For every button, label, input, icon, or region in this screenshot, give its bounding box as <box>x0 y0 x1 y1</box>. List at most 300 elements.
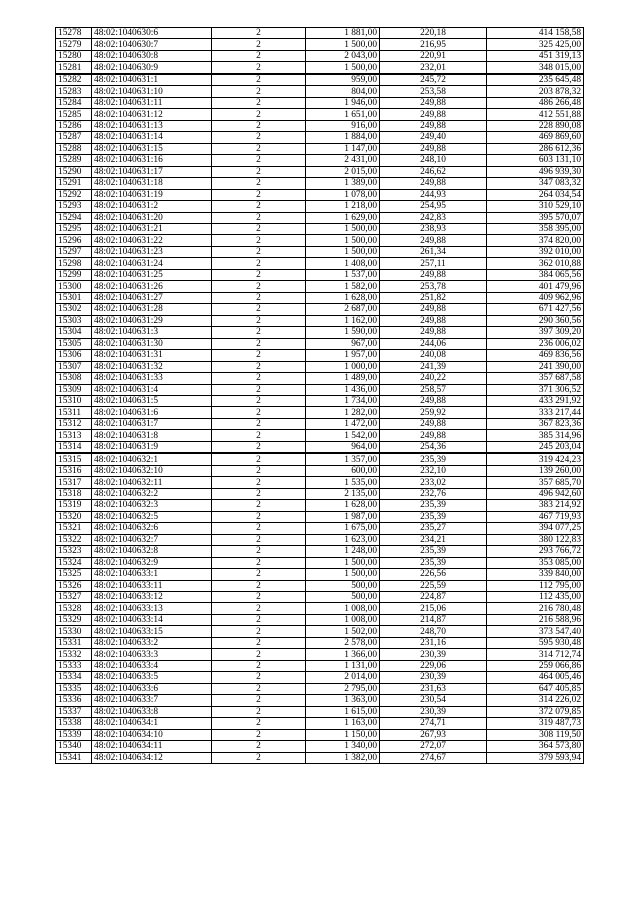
group-cell: 2 <box>212 672 306 683</box>
row-number-cell: 15295 <box>56 223 92 234</box>
value-cell: 401 479,96 <box>487 281 584 292</box>
value-cell: 384 065,56 <box>487 269 584 280</box>
table-row <box>56 361 584 372</box>
cadastral-number-cell: 48:02:1040632:8 <box>92 546 212 557</box>
value-cell: 469 836,56 <box>487 350 584 361</box>
table-row <box>56 235 584 246</box>
row-number-cell: 15324 <box>56 557 92 568</box>
table-row <box>56 246 584 257</box>
cadastral-number-cell: 48:02:1040631:31 <box>92 350 212 361</box>
area-cell: 2 135,00 <box>306 488 380 499</box>
area-cell: 1 389,00 <box>306 178 380 189</box>
cadastral-number-cell: 48:02:1040632:10 <box>92 465 212 476</box>
rate-cell: 215,06 <box>380 603 487 614</box>
value-cell: 203 878,32 <box>487 86 584 97</box>
group-cell: 2 <box>212 384 306 395</box>
rate-cell: 214,87 <box>380 614 487 625</box>
table-row <box>56 534 584 545</box>
row-number-cell: 15288 <box>56 143 92 154</box>
area-cell: 1 218,00 <box>306 201 380 212</box>
table-row <box>56 281 584 292</box>
group-cell: 2 <box>212 546 306 557</box>
area-cell: 1 472,00 <box>306 418 380 429</box>
group-cell: 2 <box>212 752 306 763</box>
area-cell: 1 282,00 <box>306 407 380 418</box>
cadastral-number-cell: 48:02:1040631:21 <box>92 223 212 234</box>
cadastral-number-cell: 48:02:1040632:2 <box>92 488 212 499</box>
cadastral-number-cell: 48:02:1040633:11 <box>92 580 212 591</box>
row-number-cell: 15326 <box>56 580 92 591</box>
value-cell: 469 869,60 <box>487 132 584 143</box>
rate-cell: 261,34 <box>380 246 487 257</box>
cadastral-number-cell: 48:02:1040631:1 <box>92 74 212 86</box>
table-row <box>56 155 584 166</box>
table-row <box>56 683 584 694</box>
rate-cell: 230,39 <box>380 706 487 717</box>
cadastral-number-cell: 48:02:1040631:27 <box>92 292 212 303</box>
rate-cell: 249,88 <box>380 418 487 429</box>
table-row <box>56 477 584 488</box>
table-row <box>56 580 584 591</box>
row-number-cell: 15318 <box>56 488 92 499</box>
group-cell: 2 <box>212 649 306 660</box>
cadastral-number-cell: 48:02:1040631:23 <box>92 246 212 257</box>
area-cell: 1 363,00 <box>306 695 380 706</box>
area-cell: 2 014,00 <box>306 672 380 683</box>
row-number-cell: 15283 <box>56 86 92 97</box>
value-cell: 293 766,72 <box>487 546 584 557</box>
value-cell: 319 424,23 <box>487 453 584 465</box>
cadastral-number-cell: 48:02:1040633:8 <box>92 706 212 717</box>
area-cell: 1 542,00 <box>306 430 380 441</box>
group-cell: 2 <box>212 741 306 752</box>
area-cell: 967,00 <box>306 338 380 349</box>
cadastral-number-cell: 48:02:1040633:13 <box>92 603 212 614</box>
row-number-cell: 15327 <box>56 591 92 602</box>
table-row <box>56 488 584 499</box>
value-cell: 496 942,60 <box>487 488 584 499</box>
cadastral-number-cell: 48:02:1040631:20 <box>92 212 212 223</box>
group-cell: 2 <box>212 591 306 602</box>
rate-cell: 224,87 <box>380 591 487 602</box>
value-cell: 367 823,36 <box>487 418 584 429</box>
group-cell: 2 <box>212 523 306 534</box>
rate-cell: 274,67 <box>380 752 487 763</box>
cadastral-number-cell: 48:02:1040631:7 <box>92 418 212 429</box>
rate-cell: 232,76 <box>380 488 487 499</box>
table-row <box>56 718 584 729</box>
group-cell: 2 <box>212 569 306 580</box>
group-cell: 2 <box>212 269 306 280</box>
group-cell: 2 <box>212 155 306 166</box>
area-cell: 1 582,00 <box>306 281 380 292</box>
rate-cell: 244,93 <box>380 189 487 200</box>
cadastral-number-cell: 48:02:1040633:4 <box>92 660 212 671</box>
rate-cell: 225,59 <box>380 580 487 591</box>
group-cell: 2 <box>212 465 306 476</box>
group-cell: 2 <box>212 488 306 499</box>
row-number-cell: 15315 <box>56 453 92 465</box>
area-cell: 1 946,00 <box>306 97 380 108</box>
table-row <box>56 465 584 476</box>
table-row <box>56 407 584 418</box>
area-cell: 1 500,00 <box>306 62 380 74</box>
table-row <box>56 74 584 86</box>
rate-cell: 248,10 <box>380 155 487 166</box>
area-cell: 1 734,00 <box>306 396 380 407</box>
cadastral-number-cell: 48:02:1040631:22 <box>92 235 212 246</box>
row-number-cell: 15321 <box>56 523 92 534</box>
row-number-cell: 15292 <box>56 189 92 200</box>
rate-cell: 258,57 <box>380 384 487 395</box>
row-number-cell: 15316 <box>56 465 92 476</box>
rate-cell: 230,39 <box>380 649 487 660</box>
rate-cell: 231,16 <box>380 637 487 648</box>
group-cell: 2 <box>212 511 306 522</box>
rate-cell: 235,39 <box>380 546 487 557</box>
value-cell: 358 395,00 <box>487 223 584 234</box>
cadastral-number-cell: 48:02:1040631:28 <box>92 304 212 315</box>
row-number-cell: 15286 <box>56 120 92 131</box>
cadastral-number-cell: 48:02:1040631:5 <box>92 396 212 407</box>
table-row <box>56 50 584 61</box>
area-cell: 1 366,00 <box>306 649 380 660</box>
row-number-cell: 15281 <box>56 62 92 74</box>
row-number-cell: 15303 <box>56 315 92 326</box>
value-cell: 235 645,48 <box>487 74 584 86</box>
rate-cell: 249,88 <box>380 269 487 280</box>
cadastral-number-cell: 48:02:1040630:9 <box>92 62 212 74</box>
value-cell: 595 930,48 <box>487 637 584 648</box>
value-cell: 319 487,73 <box>487 718 584 729</box>
group-cell: 2 <box>212 500 306 511</box>
table-row <box>56 373 584 384</box>
value-cell: 383 214,92 <box>487 500 584 511</box>
table-row <box>56 614 584 625</box>
area-cell: 1 500,00 <box>306 569 380 580</box>
area-cell: 1 500,00 <box>306 235 380 246</box>
value-cell: 385 314,96 <box>487 430 584 441</box>
rate-cell: 242,83 <box>380 212 487 223</box>
group-cell: 2 <box>212 706 306 717</box>
group-cell: 2 <box>212 28 306 39</box>
table-row <box>56 304 584 315</box>
cadastral-number-cell: 48:02:1040633:6 <box>92 683 212 694</box>
row-number-cell: 15300 <box>56 281 92 292</box>
rate-cell: 232,10 <box>380 465 487 476</box>
table-row <box>56 350 584 361</box>
table-row <box>56 62 584 74</box>
table-row <box>56 418 584 429</box>
cadastral-number-cell: 48:02:1040631:3 <box>92 327 212 338</box>
value-cell: 371 306,52 <box>487 384 584 395</box>
table-row <box>56 166 584 177</box>
row-number-cell: 15304 <box>56 327 92 338</box>
cadastral-number-cell: 48:02:1040633:15 <box>92 626 212 637</box>
area-cell: 916,00 <box>306 120 380 131</box>
group-cell: 2 <box>212 327 306 338</box>
rate-cell: 257,11 <box>380 258 487 269</box>
rate-cell: 241,39 <box>380 361 487 372</box>
table-row <box>56 338 584 349</box>
rate-cell: 231,63 <box>380 683 487 694</box>
value-cell: 392 010,00 <box>487 246 584 257</box>
group-cell: 2 <box>212 235 306 246</box>
area-cell: 1 535,00 <box>306 477 380 488</box>
table-row <box>56 189 584 200</box>
row-number-cell: 15312 <box>56 418 92 429</box>
area-cell: 1 500,00 <box>306 39 380 50</box>
group-cell: 2 <box>212 637 306 648</box>
group-cell: 2 <box>212 223 306 234</box>
value-cell: 353 085,00 <box>487 557 584 568</box>
row-number-cell: 15332 <box>56 649 92 660</box>
cadastral-number-cell: 48:02:1040633:1 <box>92 569 212 580</box>
cadastral-number-cell: 48:02:1040631:10 <box>92 86 212 97</box>
group-cell: 2 <box>212 603 306 614</box>
value-cell: 496 939,30 <box>487 166 584 177</box>
row-number-cell: 15282 <box>56 74 92 86</box>
cadastral-number-cell: 48:02:1040631:6 <box>92 407 212 418</box>
value-cell: 308 119,50 <box>487 729 584 740</box>
row-number-cell: 15284 <box>56 97 92 108</box>
table-row <box>56 258 584 269</box>
value-cell: 464 005,46 <box>487 672 584 683</box>
area-cell: 2 687,00 <box>306 304 380 315</box>
row-number-cell: 15306 <box>56 350 92 361</box>
area-cell: 2 015,00 <box>306 166 380 177</box>
group-cell: 2 <box>212 660 306 671</box>
rate-cell: 272,07 <box>380 741 487 752</box>
table-row <box>56 752 584 763</box>
value-cell: 112 435,00 <box>487 591 584 602</box>
cadastral-number-cell: 48:02:1040633:3 <box>92 649 212 660</box>
cadastral-number-cell: 48:02:1040631:29 <box>92 315 212 326</box>
area-cell: 1 248,00 <box>306 546 380 557</box>
group-cell: 2 <box>212 477 306 488</box>
group-cell: 2 <box>212 580 306 591</box>
value-cell: 216 588,96 <box>487 614 584 625</box>
area-cell: 804,00 <box>306 86 380 97</box>
area-cell: 1 675,00 <box>306 523 380 534</box>
cadastral-number-cell: 48:02:1040630:7 <box>92 39 212 50</box>
area-cell: 1 651,00 <box>306 109 380 120</box>
value-cell: 409 962,96 <box>487 292 584 303</box>
group-cell: 2 <box>212 396 306 407</box>
row-number-cell: 15314 <box>56 441 92 453</box>
group-cell: 2 <box>212 315 306 326</box>
row-number-cell: 15335 <box>56 683 92 694</box>
table-row <box>56 511 584 522</box>
rate-cell: 240,08 <box>380 350 487 361</box>
table-row <box>56 223 584 234</box>
value-cell: 357 687,58 <box>487 373 584 384</box>
group-cell: 2 <box>212 695 306 706</box>
table-row <box>56 626 584 637</box>
group-cell: 2 <box>212 132 306 143</box>
area-cell: 600,00 <box>306 465 380 476</box>
rate-cell: 253,58 <box>380 86 487 97</box>
rate-cell: 249,88 <box>380 235 487 246</box>
rate-cell: 235,27 <box>380 523 487 534</box>
area-cell: 1 957,00 <box>306 350 380 361</box>
table-row <box>56 212 584 223</box>
table-row <box>56 741 584 752</box>
value-cell: 348 015,00 <box>487 62 584 74</box>
row-number-cell: 15299 <box>56 269 92 280</box>
rate-cell: 274,71 <box>380 718 487 729</box>
value-cell: 314 226,02 <box>487 695 584 706</box>
rate-cell: 254,95 <box>380 201 487 212</box>
value-cell: 394 077,25 <box>487 523 584 534</box>
group-cell: 2 <box>212 201 306 212</box>
cadastral-number-cell: 48:02:1040631:18 <box>92 178 212 189</box>
value-cell: 671 427,56 <box>487 304 584 315</box>
row-number-cell: 15331 <box>56 637 92 648</box>
group-cell: 2 <box>212 441 306 453</box>
value-cell: 380 122,83 <box>487 534 584 545</box>
value-cell: 414 158,58 <box>487 28 584 39</box>
value-cell: 647 405,85 <box>487 683 584 694</box>
rate-cell: 259,92 <box>380 407 487 418</box>
cadastral-number-cell: 48:02:1040633:12 <box>92 591 212 602</box>
table-row <box>56 546 584 557</box>
value-cell: 379 593,94 <box>487 752 584 763</box>
cadastral-number-cell: 48:02:1040631:24 <box>92 258 212 269</box>
value-cell: 373 547,40 <box>487 626 584 637</box>
table-row <box>56 430 584 441</box>
row-number-cell: 15334 <box>56 672 92 683</box>
rate-cell: 232,01 <box>380 62 487 74</box>
cadastral-number-cell: 48:02:1040631:32 <box>92 361 212 372</box>
cadastral-number-cell: 48:02:1040631:30 <box>92 338 212 349</box>
rate-cell: 253,78 <box>380 281 487 292</box>
value-cell: 228 890,08 <box>487 120 584 131</box>
value-cell: 603 131,10 <box>487 155 584 166</box>
area-cell: 1 382,00 <box>306 752 380 763</box>
rate-cell: 249,88 <box>380 120 487 131</box>
area-cell: 1 628,00 <box>306 500 380 511</box>
row-number-cell: 15330 <box>56 626 92 637</box>
area-cell: 1 500,00 <box>306 557 380 568</box>
row-number-cell: 15291 <box>56 178 92 189</box>
value-cell: 467 719,93 <box>487 511 584 522</box>
row-number-cell: 15294 <box>56 212 92 223</box>
table-row <box>56 39 584 50</box>
row-number-cell: 15279 <box>56 39 92 50</box>
table-row <box>56 178 584 189</box>
group-cell: 2 <box>212 39 306 50</box>
area-cell: 2 795,00 <box>306 683 380 694</box>
area-cell: 1 150,00 <box>306 729 380 740</box>
value-cell: 433 291,92 <box>487 396 584 407</box>
cadastral-number-cell: 48:02:1040634:11 <box>92 741 212 752</box>
area-cell: 1 628,00 <box>306 292 380 303</box>
area-cell: 964,00 <box>306 441 380 453</box>
row-number-cell: 15290 <box>56 166 92 177</box>
row-number-cell: 15325 <box>56 569 92 580</box>
table-row <box>56 86 584 97</box>
group-cell: 2 <box>212 212 306 223</box>
area-cell: 1 340,00 <box>306 741 380 752</box>
group-cell: 2 <box>212 189 306 200</box>
value-cell: 310 529,10 <box>487 201 584 212</box>
value-cell: 412 551,88 <box>487 109 584 120</box>
value-cell: 112 795,00 <box>487 580 584 591</box>
area-cell: 1 436,00 <box>306 384 380 395</box>
rate-cell: 249,88 <box>380 178 487 189</box>
rate-cell: 248,70 <box>380 626 487 637</box>
area-cell: 500,00 <box>306 580 380 591</box>
row-number-cell: 15297 <box>56 246 92 257</box>
value-cell: 314 712,74 <box>487 649 584 660</box>
cadastral-number-cell: 48:02:1040631:16 <box>92 155 212 166</box>
cadastral-number-cell: 48:02:1040632:5 <box>92 511 212 522</box>
row-number-cell: 15322 <box>56 534 92 545</box>
group-cell: 2 <box>212 350 306 361</box>
cadastral-number-cell: 48:02:1040631:33 <box>92 373 212 384</box>
group-cell: 2 <box>212 718 306 729</box>
rate-cell: 249,88 <box>380 327 487 338</box>
rate-cell: 230,54 <box>380 695 487 706</box>
cadastral-number-cell: 48:02:1040630:6 <box>92 28 212 39</box>
group-cell: 2 <box>212 626 306 637</box>
row-number-cell: 15323 <box>56 546 92 557</box>
row-number-cell: 15337 <box>56 706 92 717</box>
group-cell: 2 <box>212 430 306 441</box>
group-cell: 2 <box>212 557 306 568</box>
table-row <box>56 637 584 648</box>
rate-cell: 267,93 <box>380 729 487 740</box>
row-number-cell: 15311 <box>56 407 92 418</box>
row-number-cell: 15329 <box>56 614 92 625</box>
area-cell: 1 502,00 <box>306 626 380 637</box>
cadastral-number-cell: 48:02:1040634:12 <box>92 752 212 763</box>
cadastral-number-cell: 48:02:1040631:17 <box>92 166 212 177</box>
cadastral-number-cell: 48:02:1040631:13 <box>92 120 212 131</box>
table-row <box>56 97 584 108</box>
row-number-cell: 15287 <box>56 132 92 143</box>
row-number-cell: 15309 <box>56 384 92 395</box>
table-row <box>56 523 584 534</box>
group-cell: 2 <box>212 304 306 315</box>
cadastral-number-cell: 48:02:1040632:3 <box>92 500 212 511</box>
rate-cell: 245,72 <box>380 74 487 86</box>
value-cell: 486 266,48 <box>487 97 584 108</box>
cadastral-number-cell: 48:02:1040632:9 <box>92 557 212 568</box>
area-cell: 1 500,00 <box>306 246 380 257</box>
row-number-cell: 15308 <box>56 373 92 384</box>
table-row <box>56 201 584 212</box>
row-number-cell: 15339 <box>56 729 92 740</box>
row-number-cell: 15285 <box>56 109 92 120</box>
rate-cell: 249,88 <box>380 109 487 120</box>
table-row <box>56 500 584 511</box>
table-row <box>56 557 584 568</box>
rate-cell: 235,39 <box>380 511 487 522</box>
table-body <box>56 28 584 764</box>
rate-cell: 249,40 <box>380 132 487 143</box>
value-cell: 245 203,04 <box>487 441 584 453</box>
value-cell: 395 570,07 <box>487 212 584 223</box>
value-cell: 286 612,36 <box>487 143 584 154</box>
rate-cell: 233,02 <box>380 477 487 488</box>
table-row <box>56 649 584 660</box>
group-cell: 2 <box>212 292 306 303</box>
area-cell: 1 008,00 <box>306 614 380 625</box>
group-cell: 2 <box>212 281 306 292</box>
value-cell: 259 066,86 <box>487 660 584 671</box>
